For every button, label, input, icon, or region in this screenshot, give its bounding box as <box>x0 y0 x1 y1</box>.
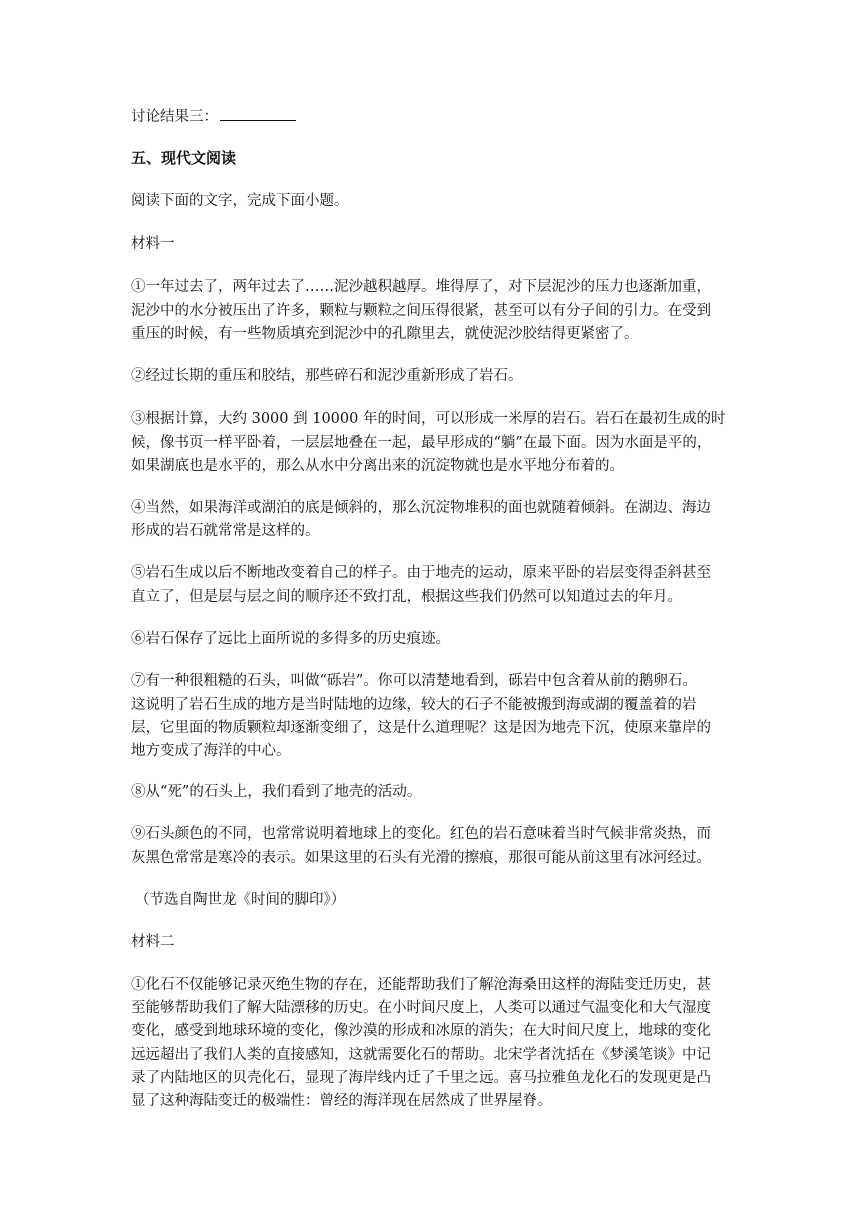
material-one-title: 材料一 <box>131 236 175 252</box>
paragraph-line: 泥沙中的水分被压出了许多，颗粒与颗粒之间压得很紧，甚至可以有分子间的引力。在受到 <box>131 303 711 319</box>
paragraph-line: 层，它里面的物质颗粒却逐渐变细了，这是什么道理呢？这是因为地壳下沉，使原来靠岸的 <box>131 720 711 736</box>
paragraph-line: 灰黑色常常是寒冷的表示。如果这里的石头有光滑的擦痕，那很可能从前这里有冰河经过。 <box>131 850 711 866</box>
answer-blank[interactable] <box>220 106 296 121</box>
paragraph-line: ⑦有一种很粗糙的石头，叫做“砾岩”。你可以清楚地看到，砾岩中包含着从前的鹅卵石。 <box>131 673 697 689</box>
paragraph-line: 候，像书页一样平卧着，一层层地叠在一起，最早形成的“躺”在最下面。因为水面是平的， <box>131 435 712 451</box>
paragraph-line: ①一年过去了，两年过去了……泥沙越积越厚。堆得厚了，对下层泥沙的压力也逐渐加重， <box>131 279 711 295</box>
paragraph-line: ⑧从“死”的石头上，我们看到了地壳的活动。 <box>131 784 422 800</box>
material-one-source: （节选自陶世龙《时间的脚印》） <box>135 892 346 908</box>
paragraph-line: 远远超出了我们人类的直接感知，这就需要化石的帮助。北宋学者沈括在《梦溪笔谈》中记 <box>131 1047 711 1063</box>
paragraph-line: 显了这种海陆变迁的极端性：曾经的海洋现在居然成了世界屋脊。 <box>131 1093 552 1109</box>
paragraph-line: ⑨石头颜色的不同，也常常说明着地球上的变化。红色的岩石意味着当时气候非常炎热，而 <box>131 826 711 842</box>
paragraph-line: 如果湖底也是水平的，那么从水中分离出来的沉淀物就也是水平地分布着的。 <box>131 458 624 474</box>
paragraph-line: ④当然，如果海洋或湖泊的底是倾斜的，那么沉淀物堆积的面也就随着倾斜。在湖边、海边 <box>131 500 711 516</box>
reading-instruction: 阅读下面的文字，完成下面小题。 <box>131 193 349 209</box>
paragraph-line: 地方变成了海洋的中心。 <box>131 743 291 759</box>
paragraph-line: ③根据计算，大约 3000 到 10000 年的时间，可以形成一米厚的岩石。岩石在最初生成的时 <box>131 411 726 427</box>
paragraph-line: 重压的时候，有一些物质填充到泥沙中的孔隙里去，就使泥沙胶结得更紧密了。 <box>131 326 639 342</box>
paragraph-line: 录了内陆地区的贝壳化石，显现了海岸线内迁了千里之远。喜马拉雅鱼龙化石的发现更是凸 <box>131 1070 711 1086</box>
material-two-title: 材料二 <box>131 934 175 950</box>
paragraph-line: 形成的岩石就常常是这样的。 <box>131 523 320 539</box>
paragraph-line: 直立了，但是层与层之间的顺序还不致打乱，根据这些我们仍然可以知道过去的年月。 <box>131 589 682 605</box>
paragraph-line: 至能够帮助我们了解大陆漂移的历史。在小时间尺度上，人类可以通过气温变化和大气湿度 <box>131 1000 711 1016</box>
section-heading: 五、现代文阅读 <box>131 149 237 167</box>
paragraph-line: 变化，感受到地球环境的变化，像沙漠的形成和冰原的消失；在大时间尺度上，地球的变化 <box>131 1023 711 1039</box>
paragraph-line: ⑥岩石保存了远比上面所说的多得多的历史痕迹。 <box>131 631 450 647</box>
discussion-result-line <box>131 106 296 127</box>
paragraph-line: ①化石不仅能够记录灭绝生物的存在，还能帮助我们了解沧海桑田这样的海陆变迁历史，甚 <box>131 977 711 993</box>
paragraph-line: 这说明了岩石生成的地方是当时陆地的边缘，较大的石子不能被搬到海或湖的覆盖着的岩 <box>131 697 697 713</box>
discussion-result-label: 讨论结果三： <box>131 109 218 125</box>
paragraph-line: ②经过长期的重压和胶结，那些碎石和泥沙重新形成了岩石。 <box>131 368 523 384</box>
paragraph-line: ⑤岩石生成以后不断地改变着自己的样子。由于地壳的运动，原来平卧的岩层变得歪斜甚至 <box>131 565 711 581</box>
